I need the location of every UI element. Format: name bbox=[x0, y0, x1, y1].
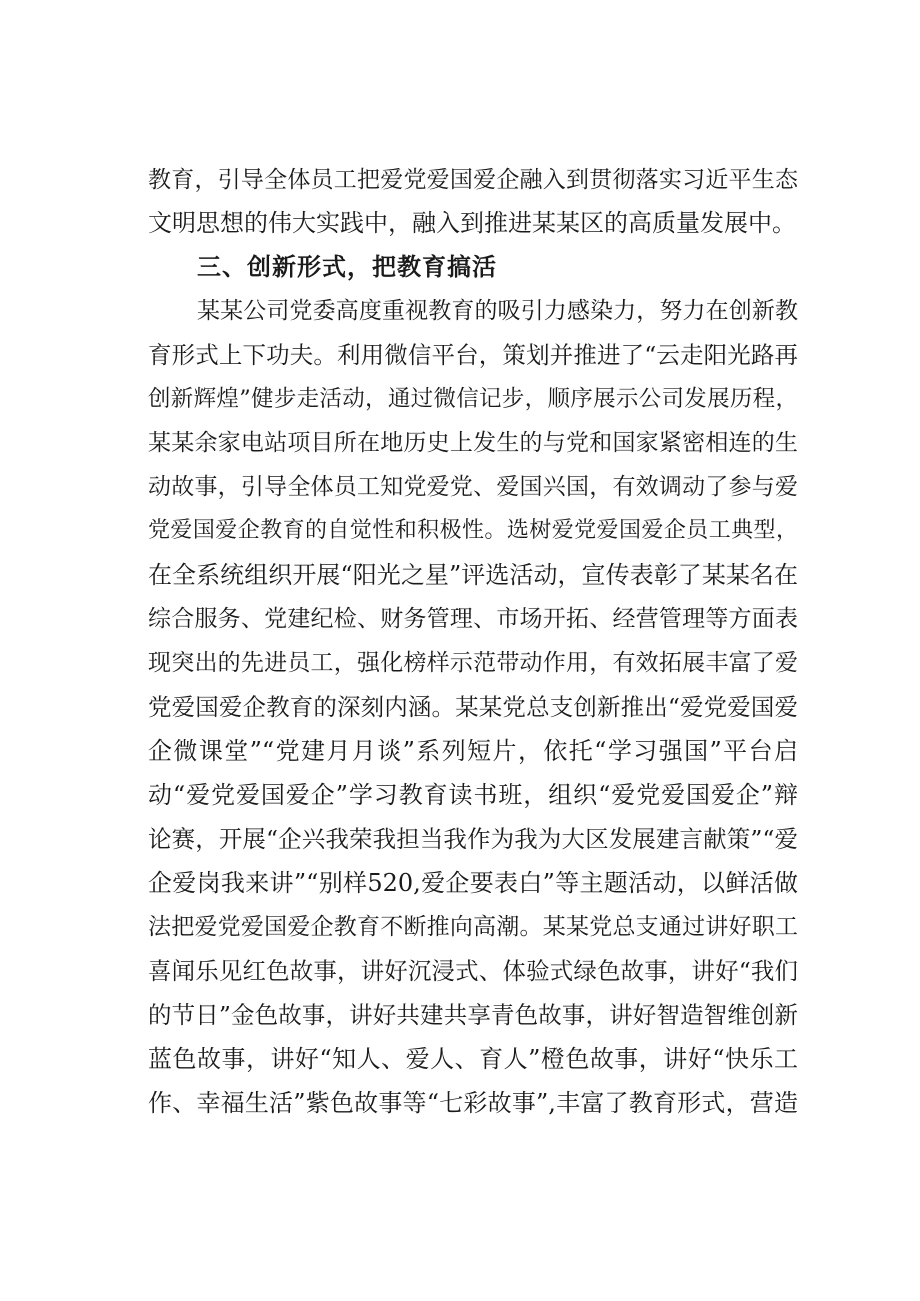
body-line: 综合服务、党建纪检、财务管理、市场开拓、经营管理等方面表 bbox=[148, 606, 798, 632]
body-line: 法把爱党爱国爱企教育不断推向高潮。某某党总支通过讲好职工 bbox=[148, 914, 798, 940]
intro-line: 文明思想的伟大实践中，融入到推进某某区的高质量发展中。 bbox=[148, 209, 796, 237]
body-line: 的节日”金色故事，讲好共建共享青色故事，讲好智造智维创新 bbox=[148, 1001, 798, 1029]
body-line: 现突出的先进员工，强化榜样示范带动作用，有效拓展丰富了爱 bbox=[148, 650, 798, 676]
body-line: 企爱岗我来讲”“别样520,爱企要表白”等主题活动，以鲜活做 bbox=[148, 869, 798, 897]
body-line: 作、幸福生活”紫色故事等“七彩故事”,丰富了教育形式，营造 bbox=[148, 1089, 798, 1117]
body-line: 创新辉煌”健步走活动，通过微信记步，顺序展示公司发展历程， bbox=[148, 386, 798, 412]
body-line: 论赛，开展“企兴我荣我担当我作为我为大区发展建言献策”“爱 bbox=[148, 825, 798, 853]
body-line: 喜闻乐见红色故事，讲好沉浸式、体验式绿色故事，讲好“我们 bbox=[148, 957, 798, 985]
body-line: 党爱国爱企教育的深刻内涵。某某党总支创新推出“爱党爱国爱 bbox=[148, 693, 798, 721]
body-line: 动“爱党爱国爱企”学习教育读书班，组织“爱党爱国爱企”辩 bbox=[148, 781, 798, 809]
section-heading: 三、创新形式，把教育搞活 bbox=[197, 253, 497, 281]
body-line: 在全系统组织开展“阳光之星”评选活动，宣传表彰了某某名在 bbox=[148, 561, 798, 589]
body-line: 动故事，引导全体员工知党爱党、爱国兴国，有效调动了参与爱 bbox=[148, 474, 798, 500]
body-line: 某某余家电站项目所在地历史上发生的与党和国家紧密相连的生 bbox=[148, 430, 798, 456]
body-line: 某某公司党委高度重视教育的吸引力感染力，努力在创新教 bbox=[197, 298, 798, 324]
body-line: 蓝色故事，讲好“知人、爱人、育人”橙色故事，讲好“快乐工 bbox=[148, 1045, 798, 1073]
body-line: 企微课堂”“党建月月谈”系列短片，依托“学习强国”平台启 bbox=[148, 737, 798, 765]
intro-line: 教育，引导全体员工把爱党爱国爱企融入到贯彻落实习近平生态 bbox=[148, 167, 798, 193]
body-line: 育形式上下功夫。利用微信平台，策划并推进了“云走阳光路再 bbox=[148, 341, 798, 369]
body-line: 党爱国爱企教育的自觉性和积极性。选树爱党爱国爱企员工典型， bbox=[148, 518, 798, 543]
